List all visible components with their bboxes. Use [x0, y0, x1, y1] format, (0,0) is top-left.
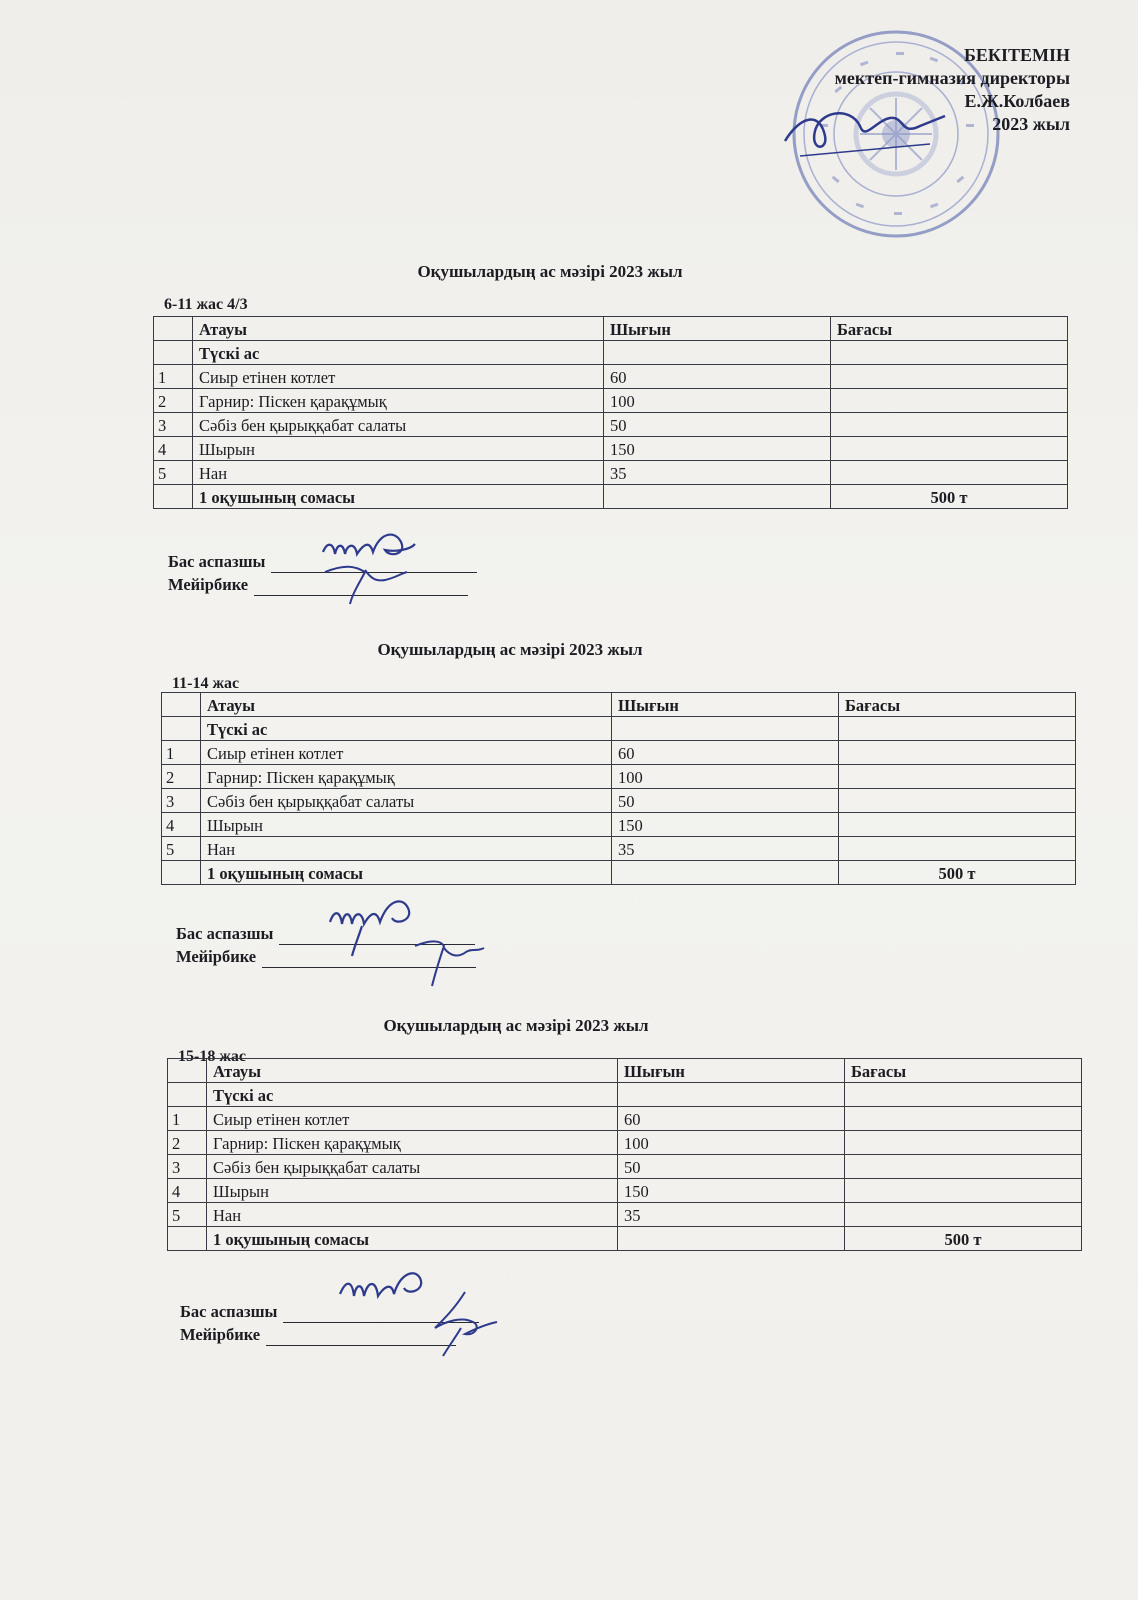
chef-signature — [334, 1262, 434, 1322]
item-number: 1 — [168, 1107, 207, 1131]
item-number: 3 — [168, 1155, 207, 1179]
approval-heading: БЕКІТЕМІН — [964, 45, 1070, 65]
item-number: 3 — [162, 789, 201, 813]
table-row — [154, 437, 1068, 461]
item-qty: 100 — [618, 1131, 845, 1155]
item-name: Нан — [207, 1203, 618, 1227]
item-qty: 150 — [604, 437, 831, 461]
header-name: Атауы — [201, 693, 612, 717]
total-row — [154, 485, 1068, 509]
item-qty: 50 — [604, 413, 831, 437]
header-name: Атауы — [207, 1059, 618, 1083]
total-label: 1 оқушының сомасы — [207, 1227, 618, 1251]
approval-director-name: Е.Ж.Колбаев — [964, 91, 1070, 111]
chef-label: Бас аспазшы — [176, 924, 274, 943]
item-qty: 50 — [612, 789, 839, 813]
table-row — [162, 765, 1076, 789]
item-qty: 150 — [612, 813, 839, 837]
table-row — [154, 365, 1068, 389]
header-qty: Шығын — [604, 317, 831, 341]
total-price: 500 т — [831, 485, 1068, 509]
section-label: Түскі ас — [207, 1083, 618, 1107]
section-label: Түскі ас — [193, 341, 604, 365]
item-name: Сиыр етінен котлет — [201, 741, 612, 765]
table-row — [162, 789, 1076, 813]
item-number: 2 — [154, 389, 193, 413]
item-qty: 100 — [604, 389, 831, 413]
item-number: 4 — [162, 813, 201, 837]
item-qty: 60 — [618, 1107, 845, 1131]
header-qty: Шығын — [612, 693, 839, 717]
item-name: Нан — [193, 461, 604, 485]
section-row — [162, 717, 1076, 741]
header-price: Бағасы — [831, 317, 1068, 341]
table-row — [168, 1203, 1082, 1227]
table-row — [168, 1155, 1082, 1179]
item-number: 2 — [162, 765, 201, 789]
nurse-label: Мейірбике — [180, 1325, 261, 1344]
total-row — [168, 1227, 1082, 1251]
item-number: 4 — [168, 1179, 207, 1203]
chef-label: Бас аспазшы — [168, 552, 266, 571]
item-name: Сәбіз бен қырыққабат салаты — [207, 1155, 618, 1179]
item-number: 2 — [168, 1131, 207, 1155]
nurse-signature — [410, 932, 490, 992]
item-name: Шырын — [207, 1179, 618, 1203]
table-row — [154, 461, 1068, 485]
item-name: Гарнир: Піскен қарақұмық — [193, 389, 604, 413]
item-number: 4 — [154, 437, 193, 461]
table-row — [168, 1179, 1082, 1203]
item-number: 3 — [154, 413, 193, 437]
header-price: Бағасы — [845, 1059, 1082, 1083]
item-qty: 35 — [604, 461, 831, 485]
menu-table — [153, 316, 1068, 509]
header-num-cell — [154, 317, 193, 341]
item-number: 5 — [154, 461, 193, 485]
item-name: Гарнир: Піскен қарақұмық — [207, 1131, 618, 1155]
table-row — [168, 1131, 1082, 1155]
item-number: 1 — [162, 741, 201, 765]
total-label: 1 оқушының сомасы — [193, 485, 604, 509]
item-name: Нан — [201, 837, 612, 861]
item-qty: 35 — [618, 1203, 845, 1227]
menu-table — [161, 692, 1076, 885]
total-price: 500 т — [845, 1227, 1082, 1251]
item-qty: 100 — [612, 765, 839, 789]
age-group-label: 15-18 жас — [178, 1048, 247, 1065]
item-name: Гарнир: Піскен қарақұмық — [201, 765, 612, 789]
director-signature — [780, 96, 950, 166]
item-qty: 150 — [618, 1179, 845, 1203]
table-row — [162, 837, 1076, 861]
table-row — [168, 1107, 1082, 1131]
menu-title: Оқушылардың ас мәзірі 2023 жыл — [417, 262, 683, 281]
age-group-label: 11-14 жас — [172, 675, 240, 692]
header-name: Атауы — [193, 317, 604, 341]
item-qty: 50 — [618, 1155, 845, 1179]
item-name: Сәбіз бен қырыққабат салаты — [193, 413, 604, 437]
table-row — [154, 389, 1068, 413]
item-name: Шырын — [193, 437, 604, 461]
nurse-label: Мейірбике — [168, 575, 249, 594]
section-label: Түскі ас — [201, 717, 612, 741]
chef-signature — [322, 890, 422, 960]
item-number: 5 — [162, 837, 201, 861]
total-row — [162, 861, 1076, 885]
item-qty: 35 — [612, 837, 839, 861]
item-qty: 60 — [604, 365, 831, 389]
table-row — [162, 813, 1076, 837]
header-qty: Шығын — [618, 1059, 845, 1083]
age-group-label: 6-11 жас 4/3 — [164, 296, 248, 313]
item-name: Сиыр етінен котлет — [193, 365, 604, 389]
approval-position: мектеп-гимназия директоры — [834, 68, 1070, 88]
table-row — [154, 413, 1068, 437]
chef-signature — [315, 522, 425, 612]
nurse-signature — [425, 1288, 505, 1358]
nurse-label: Мейірбике — [176, 947, 257, 966]
table-header-row — [168, 1059, 1082, 1083]
menu-table — [167, 1058, 1082, 1251]
item-name: Сиыр етінен котлет — [207, 1107, 618, 1131]
section-row — [154, 341, 1068, 365]
approval-year: 2023 жыл — [992, 114, 1070, 134]
table-row — [162, 741, 1076, 765]
item-number: 5 — [168, 1203, 207, 1227]
total-label: 1 оқушының сомасы — [201, 861, 612, 885]
item-name: Шырын — [201, 813, 612, 837]
chef-label: Бас аспазшы — [180, 1302, 278, 1321]
table-header-row — [154, 317, 1068, 341]
item-qty: 60 — [612, 741, 839, 765]
table-header-row — [162, 693, 1076, 717]
item-number: 1 — [154, 365, 193, 389]
total-price: 500 т — [839, 861, 1076, 885]
item-name: Сәбіз бен қырыққабат салаты — [201, 789, 612, 813]
section-row — [168, 1083, 1082, 1107]
menu-title: Оқушылардың ас мәзірі 2023 жыл — [377, 640, 643, 659]
menu-title: Оқушылардың ас мәзірі 2023 жыл — [383, 1016, 649, 1035]
header-price: Бағасы — [839, 693, 1076, 717]
